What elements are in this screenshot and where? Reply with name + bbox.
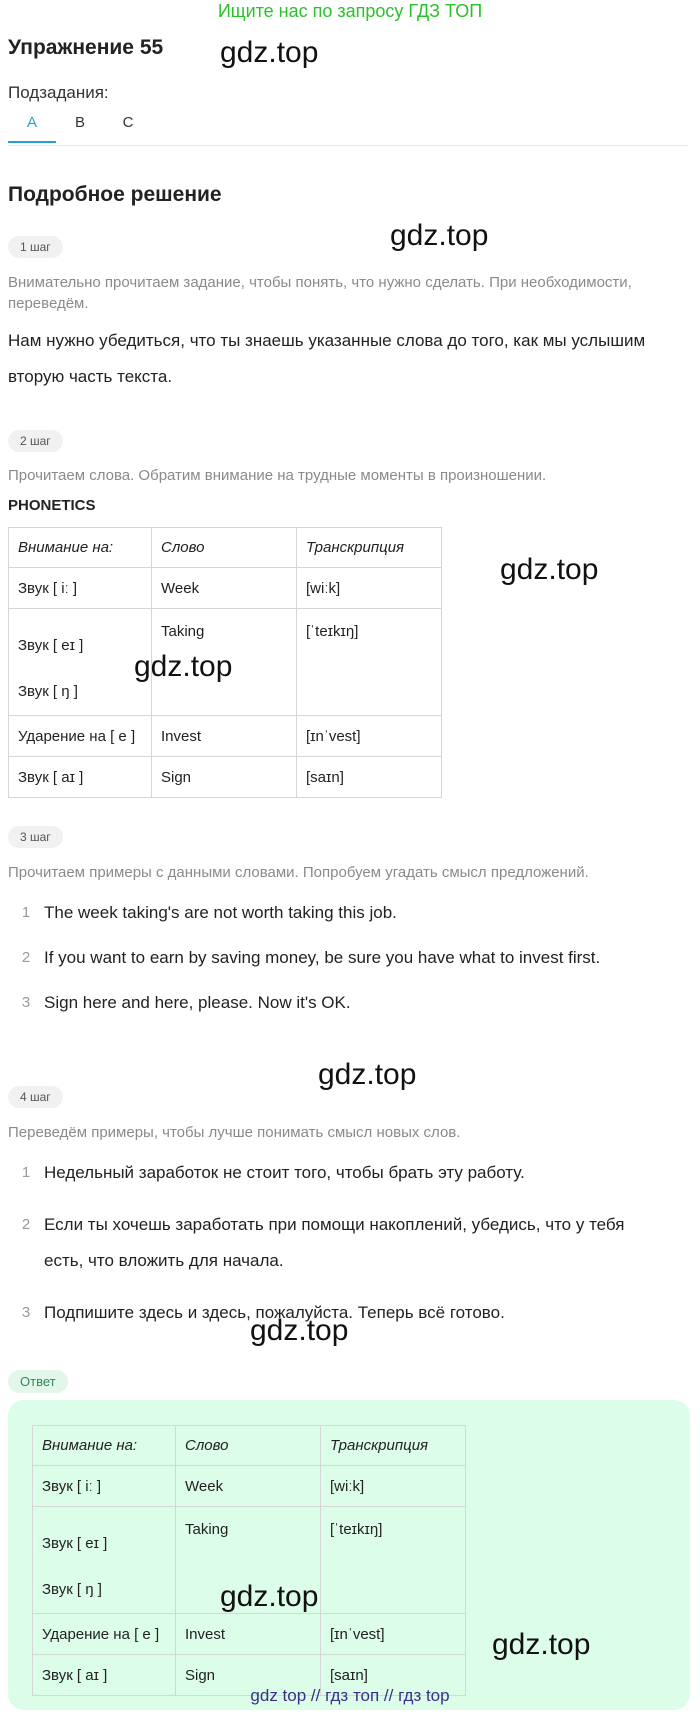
watermark: gdz.top	[250, 1314, 349, 1347]
step-1-text: Нам нужно убедиться, что ты знаешь указанные слова до того, как мы услышим вторую часть текста.	[8, 331, 646, 386]
table-cell-attention: Звук [ aɪ ]	[9, 757, 152, 798]
table-row	[33, 1466, 466, 1507]
step-4-badge: 4 шаг	[8, 1086, 63, 1108]
list-item	[8, 1207, 688, 1279]
table-cell-attention: Звук [ aɪ ]	[33, 1655, 176, 1696]
list-item-text: Подпишите здесь и здесь, пожалуйста. Теперь всё готово.	[44, 1303, 505, 1322]
table-cell-attention: Ударение на [ e ]	[33, 1614, 176, 1655]
table-cell-attention: Звук [ iː ]	[33, 1466, 176, 1507]
table-cell-word: Sign	[152, 757, 297, 798]
list-item-number: 3	[21, 994, 31, 1011]
translations-list	[8, 1162, 688, 1324]
watermark: gdz.top	[220, 36, 319, 69]
table-cell-transcription: [ˈteɪkɪŋ]	[297, 609, 442, 716]
subtask-tabs	[8, 114, 152, 143]
watermark: gdz.top	[318, 1058, 417, 1091]
list-item-number: 2	[21, 1216, 31, 1233]
tabs-divider	[8, 145, 688, 146]
table-cell-word: Week	[152, 568, 297, 609]
table-cell-word: Taking	[152, 609, 297, 716]
watermark: gdz.top	[492, 1628, 591, 1661]
table-header-word: Слово	[152, 528, 297, 568]
watermark: gdz.top	[220, 1580, 319, 1613]
table-cell-attention: Звук [ iː ]	[9, 568, 152, 609]
examples-list	[8, 902, 688, 1014]
table-cell-transcription: [ɪnˈvest]	[297, 716, 442, 757]
table-cell-attention-line-1: Звук [ eɪ ]	[18, 637, 84, 654]
table-cell-attention	[9, 609, 152, 716]
tab-b[interactable]: B	[74, 114, 85, 131]
step-1-hint: Внимательно прочитаем задание, чтобы понять, что нужно сделать. При необходимости, переведём.	[8, 274, 632, 312]
table-cell-word: Invest	[176, 1614, 321, 1655]
table-cell-attention-line-1: Звук [ eɪ ]	[42, 1535, 108, 1552]
section-title: Подробное решение	[8, 183, 222, 206]
list-item-text: The week taking's are not worth taking this job.	[44, 903, 397, 922]
table-cell-word: Week	[176, 1466, 321, 1507]
list-item	[8, 947, 688, 969]
page-title: Упражнение 55	[8, 36, 164, 59]
table-cell-word: Sign	[176, 1655, 321, 1696]
top-banner: Ищите нас по запросу ГДЗ ТОП	[217, 1, 483, 21]
table-cell-attention-line-2: Звук [ ŋ ]	[18, 683, 78, 700]
table-cell-transcription: [saɪn]	[321, 1655, 466, 1696]
list-item-text: Если ты хочешь заработать при помощи накоплений, убедись, что у тебя есть, что вложить для начала.	[44, 1215, 625, 1270]
step-4-hint: Переведём примеры, чтобы лучше понимать смысл новых слов.	[8, 1124, 461, 1141]
table-cell-attention: Ударение на [ e ]	[9, 716, 152, 757]
answer-table	[32, 1425, 466, 1696]
list-item-text: Sign here and here, please. Now it's OK.	[44, 993, 351, 1012]
tab-c[interactable]: C	[122, 114, 134, 131]
table-cell-word: Invest	[152, 716, 297, 757]
list-item	[8, 902, 688, 924]
table-row	[33, 1614, 466, 1655]
table-header-transcription: Транскрипция	[321, 1426, 466, 1466]
list-item-text: If you want to earn by saving money, be sure you have what to invest first.	[44, 948, 601, 967]
step-2-badge: 2 шаг	[8, 430, 63, 452]
footer-links[interactable]: gdz top // гдз топ // гдз top	[250, 1686, 450, 1705]
table-cell-word: Taking	[176, 1507, 321, 1614]
table-cell-transcription: [wiːk]	[297, 568, 442, 609]
table-cell-transcription: [ˈteɪkɪŋ]	[321, 1507, 466, 1614]
table-header-attention: Внимание на:	[33, 1426, 176, 1466]
tab-a[interactable]: A	[8, 114, 56, 143]
table-cell-transcription: [ɪnˈvest]	[321, 1614, 466, 1655]
table-row	[9, 757, 442, 798]
subtasks-label: Подзадания:	[8, 83, 109, 102]
table-header-transcription: Транскрипция	[297, 528, 442, 568]
table-cell-attention-line-2: Звук [ ŋ ]	[42, 1581, 102, 1598]
table-cell-attention	[33, 1507, 176, 1614]
table-cell-transcription: [saɪn]	[297, 757, 442, 798]
watermark: gdz.top	[390, 219, 489, 252]
step-1-badge: 1 шаг	[8, 236, 63, 258]
list-item-number: 1	[21, 904, 31, 921]
step-3-hint: Прочитаем примеры с данными словами. Попробуем угадать смысл предложений.	[8, 864, 589, 881]
table-header-attention: Внимание на:	[9, 528, 152, 568]
step-2-hint: Прочитаем слова. Обратим внимание на трудные моменты в произношении.	[8, 467, 547, 484]
table-header-word: Слово	[176, 1426, 321, 1466]
list-item-number: 2	[21, 949, 31, 966]
list-item	[8, 992, 688, 1014]
list-item-number: 3	[21, 1304, 31, 1321]
table-cell-transcription: [wiːk]	[321, 1466, 466, 1507]
watermark: gdz.top	[134, 650, 233, 683]
table-row	[9, 716, 442, 757]
step-3-badge: 3 шаг	[8, 826, 63, 848]
list-item-text: Недельный заработок не стоит того, чтобы брать эту работу.	[44, 1163, 525, 1182]
watermark: gdz.top	[500, 553, 599, 586]
answer-badge: Ответ	[8, 1370, 68, 1393]
phonetics-label: PHONETICS	[8, 497, 96, 514]
list-item-number: 1	[21, 1164, 31, 1181]
list-item	[8, 1162, 688, 1184]
table-row	[9, 568, 442, 609]
